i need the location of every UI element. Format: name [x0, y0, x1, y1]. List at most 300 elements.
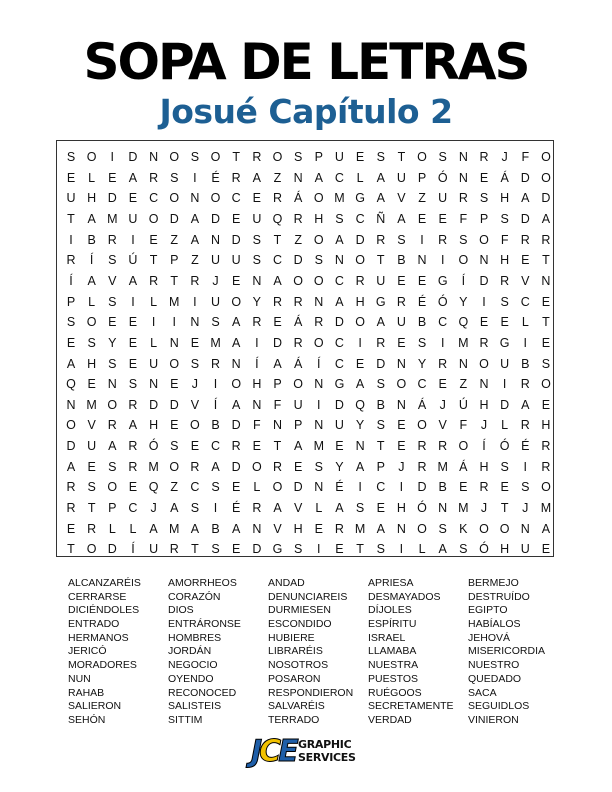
grid-cell[interactable]: L: [253, 480, 261, 495]
grid-cell[interactable]: E: [479, 315, 489, 330]
grid-cell[interactable]: R: [128, 397, 138, 412]
grid-cell[interactable]: Ó: [437, 170, 448, 185]
grid-cell[interactable]: O: [541, 480, 551, 495]
grid-cell[interactable]: A: [87, 273, 96, 288]
grid-cell[interactable]: U: [396, 315, 406, 330]
grid-cell[interactable]: E: [232, 273, 241, 288]
grid-cell[interactable]: J: [480, 501, 488, 516]
grid-cell[interactable]: I: [193, 294, 197, 309]
grid-cell[interactable]: H: [396, 501, 406, 516]
grid-cell[interactable]: A: [376, 521, 385, 536]
grid-cell[interactable]: O: [541, 150, 551, 164]
grid-cell[interactable]: U: [149, 356, 159, 371]
grid-cell[interactable]: R: [66, 480, 76, 495]
grid-cell[interactable]: E: [252, 191, 262, 206]
grid-cell[interactable]: Ó: [499, 439, 510, 454]
grid-cell[interactable]: A: [128, 170, 138, 185]
grid-cell[interactable]: Q: [272, 211, 283, 226]
grid-cell[interactable]: H: [87, 191, 97, 206]
grid-cell[interactable]: S: [314, 253, 323, 268]
grid-cell[interactable]: C: [355, 211, 365, 226]
grid-cell[interactable]: O: [293, 377, 303, 392]
grid-cell[interactable]: D: [376, 356, 386, 371]
grid-cell[interactable]: E: [500, 480, 509, 495]
grid-cell[interactable]: Ú: [458, 397, 468, 412]
grid-cell[interactable]: Y: [355, 418, 365, 433]
grid-cell[interactable]: A: [232, 397, 241, 412]
grid-cell[interactable]: P: [273, 377, 282, 392]
grid-cell[interactable]: N: [107, 377, 117, 392]
grid-cell[interactable]: D: [520, 211, 530, 226]
grid-cell[interactable]: D: [293, 253, 303, 268]
grid-cell[interactable]: U: [149, 542, 159, 557]
grid-cell[interactable]: A: [232, 335, 241, 350]
grid-cell[interactable]: S: [66, 315, 76, 330]
grid-cell[interactable]: S: [108, 294, 117, 309]
grid-cell[interactable]: E: [541, 397, 551, 412]
grid-cell[interactable]: O: [169, 191, 180, 206]
grid-cell[interactable]: A: [170, 501, 179, 516]
grid-cell[interactable]: N: [272, 418, 283, 433]
grid-cell[interactable]: Q: [66, 377, 76, 392]
grid-cell[interactable]: J: [398, 459, 405, 474]
grid-cell[interactable]: P: [479, 211, 489, 226]
grid-cell[interactable]: K: [459, 521, 468, 536]
grid-cell[interactable]: E: [190, 335, 200, 350]
grid-cell[interactable]: R: [355, 273, 365, 288]
grid-cell[interactable]: R: [541, 232, 551, 247]
grid-cell[interactable]: N: [396, 356, 406, 371]
grid-cell[interactable]: R: [520, 418, 530, 433]
grid-cell[interactable]: C: [190, 480, 200, 495]
grid-cell[interactable]: E: [170, 377, 179, 392]
grid-cell[interactable]: P: [66, 294, 76, 309]
grid-cell[interactable]: S: [521, 480, 530, 495]
grid-cell[interactable]: E: [232, 542, 241, 557]
grid-cell[interactable]: A: [376, 170, 385, 185]
grid-cell[interactable]: T: [87, 501, 96, 516]
grid-cell[interactable]: R: [66, 253, 76, 268]
grid-cell[interactable]: T: [376, 439, 385, 454]
grid-cell[interactable]: O: [313, 335, 324, 350]
grid-cell[interactable]: R: [541, 459, 551, 474]
grid-cell[interactable]: T: [191, 542, 199, 557]
grid-cell[interactable]: J: [212, 273, 219, 288]
grid-cell[interactable]: C: [334, 335, 344, 350]
grid-cell[interactable]: L: [501, 418, 509, 433]
grid-cell[interactable]: R: [458, 191, 468, 206]
grid-cell[interactable]: N: [458, 150, 468, 164]
grid-cell[interactable]: O: [272, 480, 283, 495]
grid-cell[interactable]: E: [417, 273, 427, 288]
grid-cell[interactable]: A: [335, 501, 344, 516]
grid-cell[interactable]: Z: [459, 377, 468, 392]
grid-cell[interactable]: R: [128, 439, 138, 454]
grid-cell[interactable]: L: [129, 521, 137, 536]
grid-cell[interactable]: Z: [191, 253, 199, 268]
grid-cell[interactable]: L: [150, 335, 158, 350]
grid-cell[interactable]: D: [66, 439, 76, 454]
grid-cell[interactable]: N: [314, 294, 324, 309]
grid-cell[interactable]: E: [335, 439, 344, 454]
grid-cell[interactable]: O: [272, 150, 283, 164]
grid-cell[interactable]: H: [500, 191, 510, 206]
grid-cell[interactable]: O: [86, 150, 97, 164]
grid-cell[interactable]: U: [66, 191, 76, 206]
grid-cell[interactable]: Y: [417, 356, 427, 371]
grid-cell[interactable]: C: [438, 315, 448, 330]
grid-cell[interactable]: I: [69, 232, 73, 247]
grid-cell[interactable]: I: [440, 253, 445, 268]
grid-cell[interactable]: D: [479, 273, 489, 288]
grid-cell[interactable]: Á: [293, 356, 303, 371]
grid-cell[interactable]: E: [66, 170, 76, 185]
grid-cell[interactable]: A: [128, 273, 138, 288]
grid-cell[interactable]: A: [355, 459, 365, 474]
grid-cell[interactable]: S: [541, 356, 551, 371]
grid-cell[interactable]: O: [499, 521, 510, 536]
grid-cell[interactable]: A: [87, 211, 96, 226]
grid-cell[interactable]: E: [252, 439, 262, 454]
grid-cell[interactable]: A: [273, 356, 282, 371]
grid-cell[interactable]: A: [232, 315, 241, 330]
grid-cell[interactable]: D: [231, 418, 241, 433]
grid-cell[interactable]: I: [358, 335, 362, 350]
grid-cell[interactable]: N: [314, 418, 324, 433]
grid-cell[interactable]: O: [417, 521, 427, 536]
grid-cell[interactable]: I: [358, 480, 362, 495]
grid-cell[interactable]: I: [255, 335, 259, 350]
grid-cell[interactable]: R: [66, 501, 76, 516]
grid-cell[interactable]: A: [376, 315, 385, 330]
grid-cell[interactable]: O: [355, 315, 365, 330]
grid-cell[interactable]: I: [131, 294, 135, 309]
grid-cell[interactable]: M: [169, 521, 180, 536]
grid-cell[interactable]: C: [520, 294, 530, 309]
grid-cell[interactable]: N: [190, 315, 200, 330]
grid-cell[interactable]: S: [376, 377, 385, 392]
grid-cell[interactable]: O: [86, 542, 97, 557]
grid-cell[interactable]: O: [396, 377, 407, 392]
grid-cell[interactable]: N: [355, 439, 365, 454]
grid-cell[interactable]: V: [521, 273, 530, 288]
grid-cell[interactable]: R: [190, 459, 200, 474]
grid-cell[interactable]: G: [375, 294, 386, 309]
grid-cell[interactable]: A: [521, 191, 530, 206]
grid-cell[interactable]: M: [458, 335, 469, 350]
grid-cell[interactable]: V: [293, 501, 303, 516]
grid-cell[interactable]: I: [172, 315, 176, 330]
grid-cell[interactable]: D: [252, 542, 262, 557]
grid-cell[interactable]: R: [438, 439, 448, 454]
grid-cell[interactable]: Í: [461, 273, 466, 288]
grid-cell[interactable]: L: [356, 170, 364, 185]
grid-cell[interactable]: S: [335, 211, 344, 226]
grid-cell[interactable]: R: [520, 232, 530, 247]
grid-cell[interactable]: L: [88, 170, 96, 185]
grid-cell[interactable]: I: [420, 232, 424, 247]
grid-cell[interactable]: E: [66, 521, 76, 536]
grid-cell[interactable]: N: [231, 356, 241, 371]
grid-cell[interactable]: C: [334, 356, 344, 371]
grid-cell[interactable]: I: [193, 170, 197, 185]
grid-cell[interactable]: D: [334, 315, 344, 330]
grid-cell[interactable]: S: [190, 356, 200, 371]
grid-cell[interactable]: H: [149, 418, 159, 433]
grid-cell[interactable]: T: [356, 542, 364, 557]
grid-cell[interactable]: A: [438, 542, 447, 557]
grid-cell[interactable]: E: [521, 253, 530, 268]
grid-cell[interactable]: R: [500, 273, 510, 288]
grid-cell[interactable]: S: [438, 150, 447, 164]
grid-cell[interactable]: Á: [500, 170, 509, 185]
grid-cell[interactable]: I: [317, 542, 321, 557]
grid-cell[interactable]: N: [458, 170, 468, 185]
grid-cell[interactable]: O: [458, 439, 469, 454]
grid-cell[interactable]: Z: [418, 191, 426, 206]
grid-cell[interactable]: O: [190, 418, 200, 433]
grid-cell[interactable]: D: [169, 397, 179, 412]
grid-cell[interactable]: O: [293, 273, 303, 288]
grid-cell[interactable]: A: [149, 521, 158, 536]
grid-cell[interactable]: S: [417, 335, 427, 350]
grid-cell[interactable]: S: [293, 150, 303, 164]
grid-cell[interactable]: L: [315, 501, 323, 516]
grid-cell[interactable]: E: [417, 211, 427, 226]
grid-cell[interactable]: H: [293, 521, 303, 536]
grid-cell[interactable]: V: [108, 273, 117, 288]
grid-cell[interactable]: S: [87, 480, 96, 495]
grid-cell[interactable]: I: [317, 397, 321, 412]
grid-cell[interactable]: Ó: [417, 501, 427, 516]
grid-cell[interactable]: N: [334, 253, 344, 268]
grid-cell[interactable]: Z: [170, 480, 179, 495]
grid-cell[interactable]: E: [128, 356, 138, 371]
grid-cell[interactable]: V: [190, 397, 200, 412]
grid-cell[interactable]: U: [128, 211, 138, 226]
grid-cell[interactable]: A: [252, 170, 262, 185]
grid-cell[interactable]: N: [314, 377, 324, 392]
grid-cell[interactable]: Q: [355, 397, 365, 412]
grid-cell[interactable]: I: [110, 150, 115, 164]
grid-cell[interactable]: Z: [294, 232, 302, 247]
grid-cell[interactable]: A: [232, 521, 241, 536]
grid-cell[interactable]: M: [458, 501, 469, 516]
grid-cell[interactable]: T: [542, 315, 550, 330]
grid-cell[interactable]: E: [273, 315, 282, 330]
grid-cell[interactable]: J: [501, 150, 508, 164]
grid-cell[interactable]: V: [273, 521, 282, 536]
grid-cell[interactable]: Ó: [437, 294, 448, 309]
grid-cell[interactable]: É: [417, 294, 427, 309]
grid-cell[interactable]: O: [169, 150, 180, 164]
grid-cell[interactable]: L: [88, 294, 96, 309]
grid-cell[interactable]: A: [66, 356, 76, 371]
grid-cell[interactable]: E: [128, 480, 138, 495]
grid-cell[interactable]: O: [231, 294, 242, 309]
grid-cell[interactable]: E: [293, 459, 303, 474]
grid-cell[interactable]: G: [499, 335, 510, 350]
grid-cell[interactable]: S: [108, 356, 117, 371]
grid-cell[interactable]: B: [376, 397, 385, 412]
grid-cell[interactable]: I: [523, 459, 528, 474]
grid-cell[interactable]: T: [170, 273, 179, 288]
grid-cell[interactable]: E: [232, 480, 241, 495]
grid-cell[interactable]: S: [500, 211, 509, 226]
grid-cell[interactable]: O: [479, 232, 489, 247]
grid-cell[interactable]: B: [417, 315, 427, 330]
grid-cell[interactable]: T: [397, 150, 406, 164]
grid-cell[interactable]: I: [502, 377, 507, 392]
grid-cell[interactable]: R: [231, 439, 241, 454]
grid-cell[interactable]: R: [169, 542, 179, 557]
grid-cell[interactable]: Á: [459, 459, 468, 474]
grid-cell[interactable]: M: [107, 211, 118, 226]
grid-cell[interactable]: E: [438, 211, 447, 226]
grid-cell[interactable]: R: [396, 294, 406, 309]
grid-cell[interactable]: L: [150, 294, 158, 309]
grid-cell[interactable]: I: [440, 335, 445, 350]
grid-cell[interactable]: A: [190, 521, 200, 536]
grid-cell[interactable]: Q: [458, 315, 469, 330]
grid-cell[interactable]: T: [500, 501, 509, 516]
grid-cell[interactable]: A: [335, 294, 344, 309]
grid-cell[interactable]: C: [417, 377, 427, 392]
grid-cell[interactable]: Í: [317, 356, 321, 371]
grid-cell[interactable]: E: [128, 315, 138, 330]
grid-cell[interactable]: N: [458, 356, 468, 371]
grid-cell[interactable]: P: [376, 459, 385, 474]
grid-cell[interactable]: N: [149, 377, 159, 392]
grid-cell[interactable]: I: [131, 232, 135, 247]
grid-cell[interactable]: Y: [459, 294, 468, 309]
grid-cell[interactable]: F: [273, 397, 282, 412]
grid-cell[interactable]: U: [520, 542, 530, 557]
grid-cell[interactable]: N: [479, 377, 489, 392]
grid-cell[interactable]: É: [211, 170, 220, 185]
grid-cell[interactable]: N: [252, 521, 262, 536]
grid-cell[interactable]: Y: [252, 294, 262, 309]
grid-cell[interactable]: S: [252, 253, 262, 268]
grid-cell[interactable]: C: [334, 170, 344, 185]
grid-cell[interactable]: E: [66, 335, 76, 350]
grid-cell[interactable]: M: [540, 501, 552, 516]
grid-cell[interactable]: G: [272, 542, 283, 557]
grid-cell[interactable]: C: [211, 439, 221, 454]
grid-cell[interactable]: U: [252, 211, 262, 226]
grid-cell[interactable]: O: [355, 253, 365, 268]
grid-cell[interactable]: U: [376, 273, 386, 288]
grid-cell[interactable]: E: [314, 521, 323, 536]
grid-cell[interactable]: D: [500, 397, 510, 412]
grid-cell[interactable]: E: [170, 418, 179, 433]
grid-cell[interactable]: N: [293, 170, 303, 185]
grid-cell[interactable]: A: [211, 459, 220, 474]
grid-cell[interactable]: U: [396, 170, 406, 185]
grid-cell[interactable]: E: [541, 335, 551, 350]
grid-cell[interactable]: R: [314, 315, 324, 330]
grid-cell[interactable]: E: [355, 356, 365, 371]
grid-cell[interactable]: R: [252, 150, 262, 164]
grid-cell[interactable]: P: [417, 170, 427, 185]
grid-cell[interactable]: A: [190, 211, 200, 226]
grid-cell[interactable]: T: [376, 253, 385, 268]
grid-cell[interactable]: R: [272, 459, 283, 474]
grid-cell[interactable]: T: [67, 542, 75, 557]
grid-cell[interactable]: V: [438, 418, 447, 433]
grid-cell[interactable]: J: [150, 501, 157, 516]
grid-cell[interactable]: U: [500, 356, 510, 371]
grid-cell[interactable]: E: [190, 439, 200, 454]
grid-cell[interactable]: R: [438, 356, 448, 371]
grid-cell[interactable]: D: [107, 191, 117, 206]
grid-cell[interactable]: C: [149, 191, 159, 206]
grid-cell[interactable]: R: [479, 150, 489, 164]
grid-cell[interactable]: R: [479, 480, 489, 495]
grid-cell[interactable]: N: [66, 397, 76, 412]
grid-cell[interactable]: S: [376, 418, 385, 433]
grid-cell[interactable]: M: [148, 459, 159, 474]
grid-cell[interactable]: N: [520, 521, 530, 536]
grid-cell[interactable]: R: [190, 273, 200, 288]
grid-cell[interactable]: M: [210, 335, 221, 350]
grid-cell[interactable]: O: [417, 150, 427, 164]
grid-cell[interactable]: S: [438, 521, 447, 536]
grid-cell[interactable]: D: [334, 397, 344, 412]
grid-cell[interactable]: H: [355, 294, 365, 309]
grid-cell[interactable]: I: [151, 315, 156, 330]
grid-cell[interactable]: H: [87, 356, 97, 371]
grid-cell[interactable]: Í: [89, 253, 94, 268]
grid-cell[interactable]: Ó: [479, 542, 489, 557]
grid-cell[interactable]: H: [314, 211, 324, 226]
grid-cell[interactable]: D: [211, 211, 221, 226]
grid-cell[interactable]: B: [397, 253, 406, 268]
grid-cell[interactable]: R: [293, 294, 303, 309]
grid-cell[interactable]: D: [541, 191, 551, 206]
grid-cell[interactable]: O: [541, 377, 551, 392]
grid-cell[interactable]: S: [190, 150, 200, 164]
grid-cell[interactable]: T: [149, 253, 158, 268]
grid-cell[interactable]: P: [293, 418, 303, 433]
grid-cell[interactable]: E: [87, 377, 96, 392]
grid-cell[interactable]: S: [459, 232, 468, 247]
grid-cell[interactable]: O: [479, 356, 489, 371]
grid-cell[interactable]: J: [522, 501, 529, 516]
grid-cell[interactable]: M: [86, 397, 97, 412]
grid-cell[interactable]: Z: [273, 170, 282, 185]
grid-cell[interactable]: M: [334, 191, 345, 206]
grid-cell[interactable]: J: [439, 397, 446, 412]
grid-cell[interactable]: E: [500, 315, 509, 330]
grid-cell[interactable]: E: [335, 542, 344, 557]
grid-cell[interactable]: A: [541, 211, 551, 226]
grid-cell[interactable]: I: [523, 335, 528, 350]
grid-cell[interactable]: N: [252, 397, 262, 412]
grid-cell[interactable]: I: [399, 542, 404, 557]
grid-cell[interactable]: V: [397, 191, 406, 206]
grid-cell[interactable]: F: [253, 418, 261, 433]
grid-cell[interactable]: O: [313, 191, 324, 206]
grid-cell[interactable]: A: [521, 397, 530, 412]
grid-cell[interactable]: O: [541, 170, 551, 185]
grid-cell[interactable]: Í: [482, 439, 486, 454]
grid-cell[interactable]: O: [210, 150, 221, 164]
grid-cell[interactable]: S: [459, 542, 468, 557]
grid-cell[interactable]: G: [355, 191, 365, 206]
grid-cell[interactable]: U: [211, 253, 221, 268]
grid-cell[interactable]: O: [313, 273, 324, 288]
